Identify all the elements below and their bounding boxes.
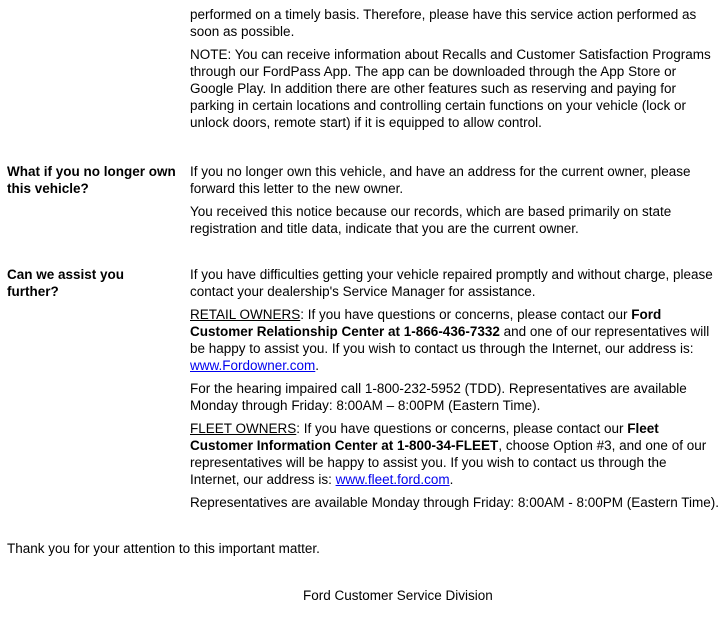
qa-sections [7,163,719,517]
text-run: , choose Option #3, and one of our representatives will be happy to assist you. If you wish to contact us through the Internet, our address is: [190,438,707,487]
signature-line: Ford Customer Service Division [303,588,493,603]
text-run: You received this notice because our records, which are based primarily on state registration and title data, indicate that you are the current owner. [190,204,672,236]
paragraph [190,420,719,488]
section-question-label: Can we assist you further? [7,267,125,299]
paragraph [190,266,719,300]
text-run: Representatives are available Monday through Friday: 8:00AM - 8:00PM (Eastern Time). [190,495,719,510]
underline-text-run: FLEET OWNERS [190,421,297,436]
section-row [7,266,719,517]
paragraph [190,306,719,374]
paragraph [190,203,719,237]
text-run: and one of our representatives will be happy to assist you. If you wish to contact us through the Internet, our address is: [190,324,710,356]
paragraph [190,163,719,197]
paragraph [190,380,719,414]
text-run: : If you have questions or concerns, please contact our [300,307,632,322]
section-row [7,163,719,243]
text-run: NOTE: You can receive information about Recalls and Customer Satisfaction Programs through our FordPass App. The app can be downloaded through the App Store or Google Play. In addition there are other features such as reserving and paying for parking in certain locations and controlling certain functions on your vehicle (lock or unlock doors, remote start) if it is equipped to allow control. [190,47,711,130]
bold-text-run: Ford Customer Relationship Center at 1-866-436-7332 [190,307,662,339]
intro-row [190,6,719,137]
text-run: : If you have questions or concerns, please contact our [296,421,628,436]
paragraph [190,46,719,131]
section-content [190,266,719,517]
section-content [190,163,719,243]
paragraph [190,494,719,511]
text-run: performed on a timely basis. Therefore, please have this service action performed as soon as possible. [190,7,697,39]
closing-line: Thank you for your attention to this important matter. [7,541,320,556]
paragraph [190,6,719,40]
text-run: If you have difficulties getting your vehicle repaired promptly and without charge, please contact your dealership's Service Manager for assistance. [190,267,713,299]
hyperlink[interactable]: www.fleet.ford.com [335,472,450,487]
section-question-label: What if you no longer own this vehicle? [7,164,176,196]
intro-paragraphs [190,6,719,137]
text-run: . [449,472,454,487]
bold-text-run: Fleet Customer Information Center at 1-800-34-FLEET [190,421,659,453]
text-run: . [315,358,320,373]
text-run: For the hearing impaired call 1-800-232-5952 (TDD). Representatives are available Monday through Friday: 8:00AM – 8:00PM (Eastern Time). [190,381,687,413]
hyperlink[interactable]: www.Fordowner.com [190,358,316,373]
underline-text-run: RETAIL OWNERS [190,307,301,322]
text-run: If you no longer own this vehicle, and have an address for the current owner, please forward this letter to the new owner. [190,164,691,196]
